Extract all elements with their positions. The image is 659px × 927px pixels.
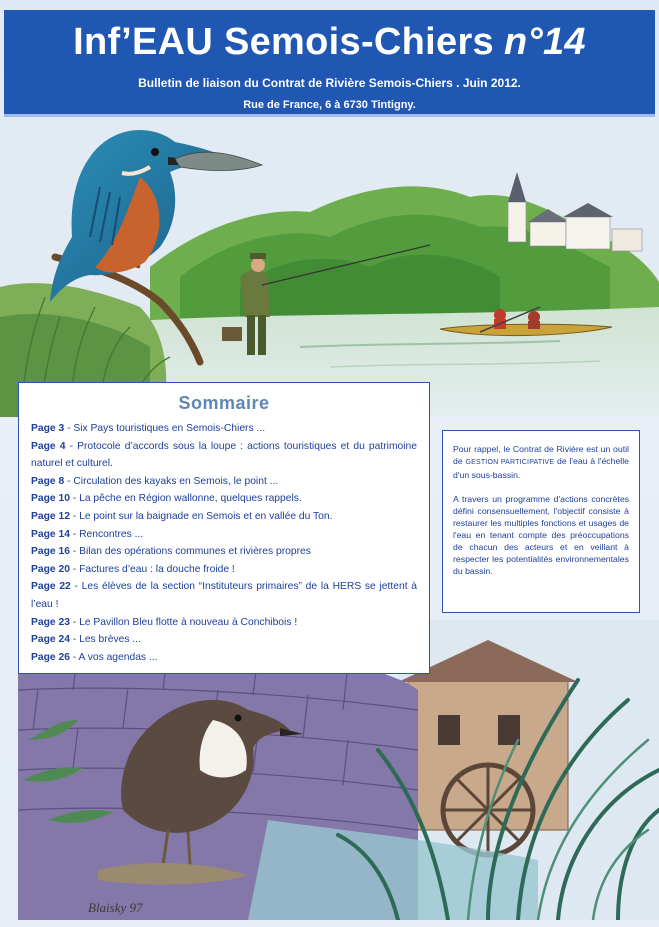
- summary-entry: Page 23 - Le Pavillon Bleu flotte à nouveau à Conchibois !: [31, 616, 298, 628]
- entry-page: Page 14: [31, 528, 70, 540]
- summary-entry: Page 4 - Protocole d’accords sous la loupe : actions touristiques et du patrimoine naturel et culturel.: [31, 440, 417, 470]
- entry-text: Protocole d’accords sous la loupe : actions touristiques et du patrimoine naturel et culturel.: [31, 440, 417, 470]
- reminder-box: [442, 430, 640, 613]
- entry-page: Page 16: [31, 546, 70, 558]
- reminder-paragraph-2: A travers un programme d'actions concrètes défini consensuellement, l'objectif consiste à restaurer les multiples fonctions et usages de l'eau en tenant compte des préoccupations de chacun des acteurs et en veillant à respecter les potentialités environnementales du bassin.: [453, 494, 629, 576]
- summary-entry: Page 8 - Circulation des kayaks en Semois, le point ...: [31, 475, 279, 487]
- river-landscape-illustration: [0, 117, 659, 417]
- entry-text: A vos agendas ...: [78, 651, 158, 663]
- summary-entry: Page 26 - A vos agendas ...: [31, 651, 158, 663]
- subtitle: Bulletin de liaison du Contrat de Rivière Semois-Chiers . Juin 2012.: [138, 76, 521, 90]
- summary-entry: Page 20 - Factures d’eau : la douche froide !: [31, 563, 235, 575]
- entry-text: Factures d’eau : la douche froide !: [79, 563, 235, 575]
- page-title: [4, 20, 655, 64]
- entry-text: Six Pays touristiques en Semois-Chiers ...: [73, 423, 266, 434]
- entry-text: Rencontres ...: [79, 528, 144, 540]
- entry-page: Page 26: [31, 651, 70, 663]
- entry-text: Le point sur la baignade en Semois et en vallée du Ton.: [79, 510, 333, 522]
- entry-page: Page 10: [31, 493, 70, 505]
- summary-title: Sommaire: [178, 393, 270, 413]
- entry-page: Page 3: [31, 423, 65, 434]
- summary-entry: Page 14 - Rencontres ...: [31, 528, 144, 540]
- entry-text: La pêche en Région wallonne, quelques rappels.: [79, 493, 302, 505]
- summary-entry: Page 10 - La pêche en Région wallonne, quelques rappels.: [31, 493, 302, 505]
- entry-page: Page 22: [31, 581, 71, 593]
- reminder-paragraph-1: Pour rappel, le Contrat de Rivière est un outil de GESTION PARTICIPATIVE de l'eau à l'échelle d'un sous-bassin.: [453, 444, 629, 480]
- entry-text: Circulation des kayaks en Semois, le point ...: [73, 475, 279, 487]
- entry-page: Page 12: [31, 510, 70, 522]
- entry-text: Les brèves ...: [79, 634, 141, 646]
- emphasis-text: GESTION PARTICIPATIVE: [465, 459, 555, 466]
- entry-page: Page 4: [31, 440, 66, 452]
- entry-page: Page 24: [31, 634, 70, 646]
- issue-number: n°14: [503, 21, 586, 63]
- summary-entry: Page 16 - Bilan des opérations communes et rivières propres: [31, 546, 311, 558]
- entry-page: Page 8: [31, 475, 65, 487]
- entry-text: Bilan des opérations communes et rivières propres: [79, 546, 311, 558]
- entry-text: Le Pavillon Bleu flotte à nouveau à Conchibois !: [79, 616, 298, 628]
- entry-page: Page 20: [31, 563, 70, 575]
- artist-signature: Blaisky 97: [88, 900, 143, 915]
- title-text: Inf’EAU Semois-Chiers: [73, 21, 494, 63]
- summary-entry: Page 24 - Les brèves ...: [31, 634, 141, 646]
- address: Rue de France, 6 à 6730 Tintigny.: [243, 99, 416, 111]
- summary-entry: Page 22 - Les élèves de la section “Instituteurs primaires” de la HERS se jettent à l’eau !: [31, 581, 417, 610]
- summary-entry: Page 12 - Le point sur la baignade en Semois et en vallée du Ton.: [31, 510, 333, 522]
- table-of-contents: [18, 382, 430, 674]
- summary-entries: [31, 420, 417, 666]
- entry-text: Les élèves de la section “Instituteurs primaires” de la HERS se jettent à l’eau !: [31, 581, 417, 610]
- header-banner: [4, 10, 655, 114]
- entry-page: Page 23: [31, 616, 70, 628]
- summary-entry: Page 3 - Six Pays touristiques en Semois-Chiers ...: [31, 423, 266, 434]
